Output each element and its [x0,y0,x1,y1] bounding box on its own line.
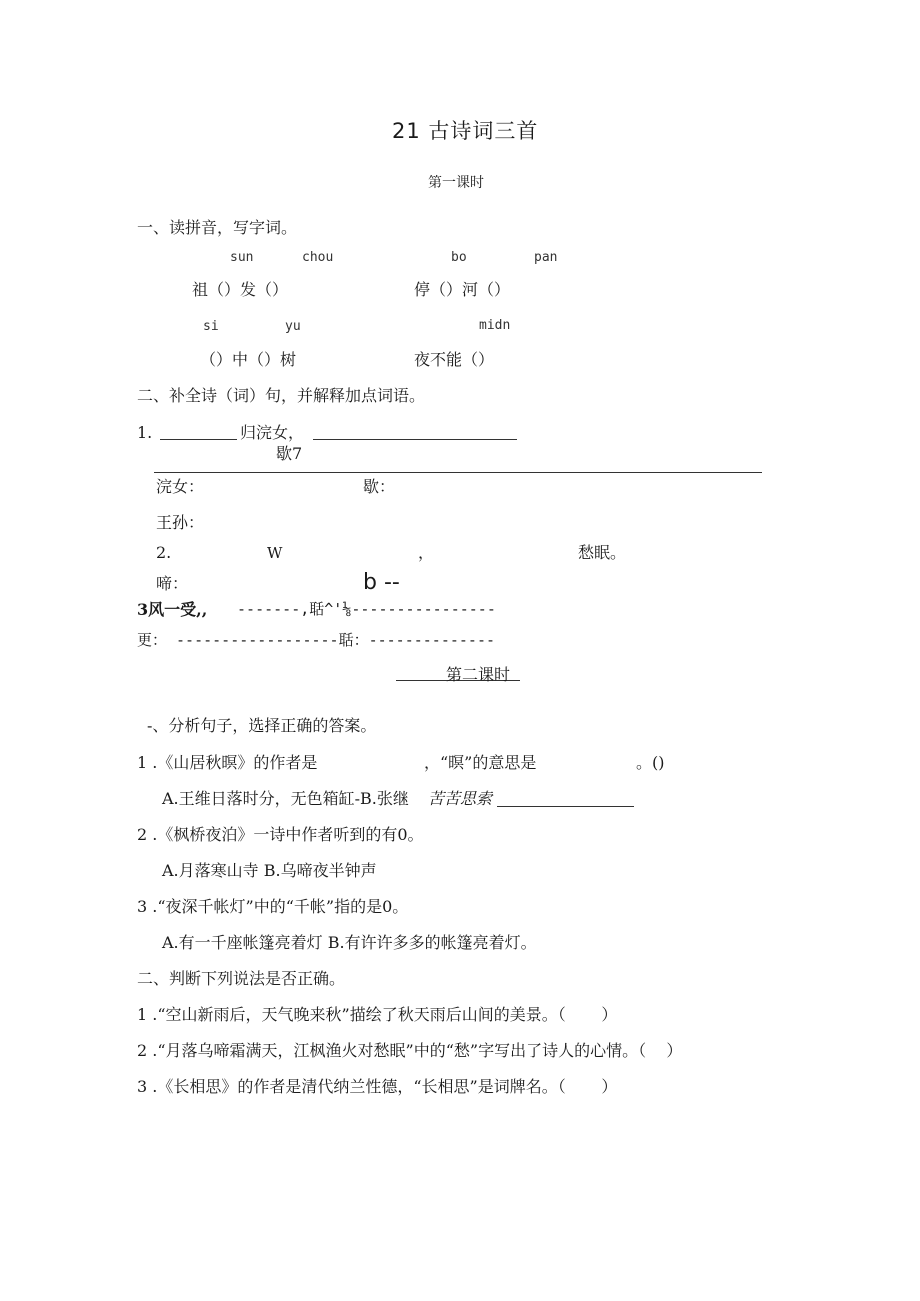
def-xie: 歇： [363,477,396,496]
section2-heading: 二、补全诗（词）句，并解释加点词语。 [137,386,426,405]
q2-end: 愁眠。 [578,543,627,562]
lesson-two-heading: 第二课时 [446,665,511,684]
p2-q1-end: 。() [636,753,665,772]
pinyin-si: si [203,319,219,334]
judge-2: 2 .“月落乌啼霜满天，江枫渔火对愁眠”中的“愁”字写出了诗人的心情。（ ） [137,1041,683,1060]
pinyin-bo: bo [451,250,467,265]
def-ti: 啼： [156,574,189,593]
pinyin-chou: chou [302,250,334,265]
p2-q2-options: A.月落寒山寺 B.乌啼夜半钟声 [162,861,377,880]
q1-text: 归浣女， [240,423,305,442]
q3-rest: -------,聒^'⅛---------------- [228,600,496,618]
def-wangsun: 王孙： [156,513,205,532]
lesson-one-heading: 第一课时 [428,175,484,191]
q3-text: 3风一受,, [137,600,208,619]
pinyin-pan: pan [534,250,558,265]
q1-long-line [154,472,762,473]
word-row-3: （）中（）树 [200,350,297,369]
def-huannv: 浣女： [156,477,205,496]
word-row-2: 停（）河（） [414,280,511,299]
q1-number: 1. [137,423,153,442]
q2-number: 2. [156,543,172,562]
q1-blank-1 [160,439,237,440]
p2-q1-options: A.王维日落时分，无色箱缸-B.张继 [162,789,409,808]
p2-q1-option-italic: 苦苦思索 [428,789,493,808]
pinyin-sun: sun [230,250,254,265]
word-row-1: 祖（）发（） [192,280,289,299]
judge-1: 1 .“空山新雨后，天气晚来秋”描绘了秋天雨后山间的美景。（ ） [137,1005,618,1024]
p2-q1-mid: ，“暝”的意思是 [424,753,537,772]
q2-w: W [267,544,283,562]
q3-def: 更： ------------------聒：-------------- [137,631,496,649]
part2-heading: -、分析句子，选择正确的答案。 [147,716,377,735]
judge-heading: 二、判断下列说法是否正确。 [137,969,346,988]
p2-q3-options: A.有一千座帐篷亮着灯 B.有许许多多的帐篷亮着灯。 [162,933,537,952]
pinyin-midn: midn [479,318,511,333]
section1-heading: 一、读拼音，写字词。 [137,218,298,237]
q1-blank-2 [313,439,517,440]
q2-comma: ， [418,543,435,562]
pinyin-yu: yu [285,319,301,334]
p2-q1: 1 .《山居秋暝》的作者是 [137,753,318,772]
judge-3: 3 .《长相思》的作者是清代纳兰性德，“长相思”是词牌名。（ ） [137,1077,618,1096]
p2-q1-blank [497,806,634,807]
q1-sub: 歇7 [276,444,303,463]
word-row-4: 夜不能（） [414,350,495,369]
p2-q2: 2 .《枫桥夜泊》一诗中作者听到的有0。 [137,825,424,844]
page-title: 21 古诗词三首 [392,119,539,143]
p2-q3: 3 .“夜深千帐灯”中的“千帐”指的是0。 [137,897,409,916]
q2-mark: b -- [363,570,400,595]
